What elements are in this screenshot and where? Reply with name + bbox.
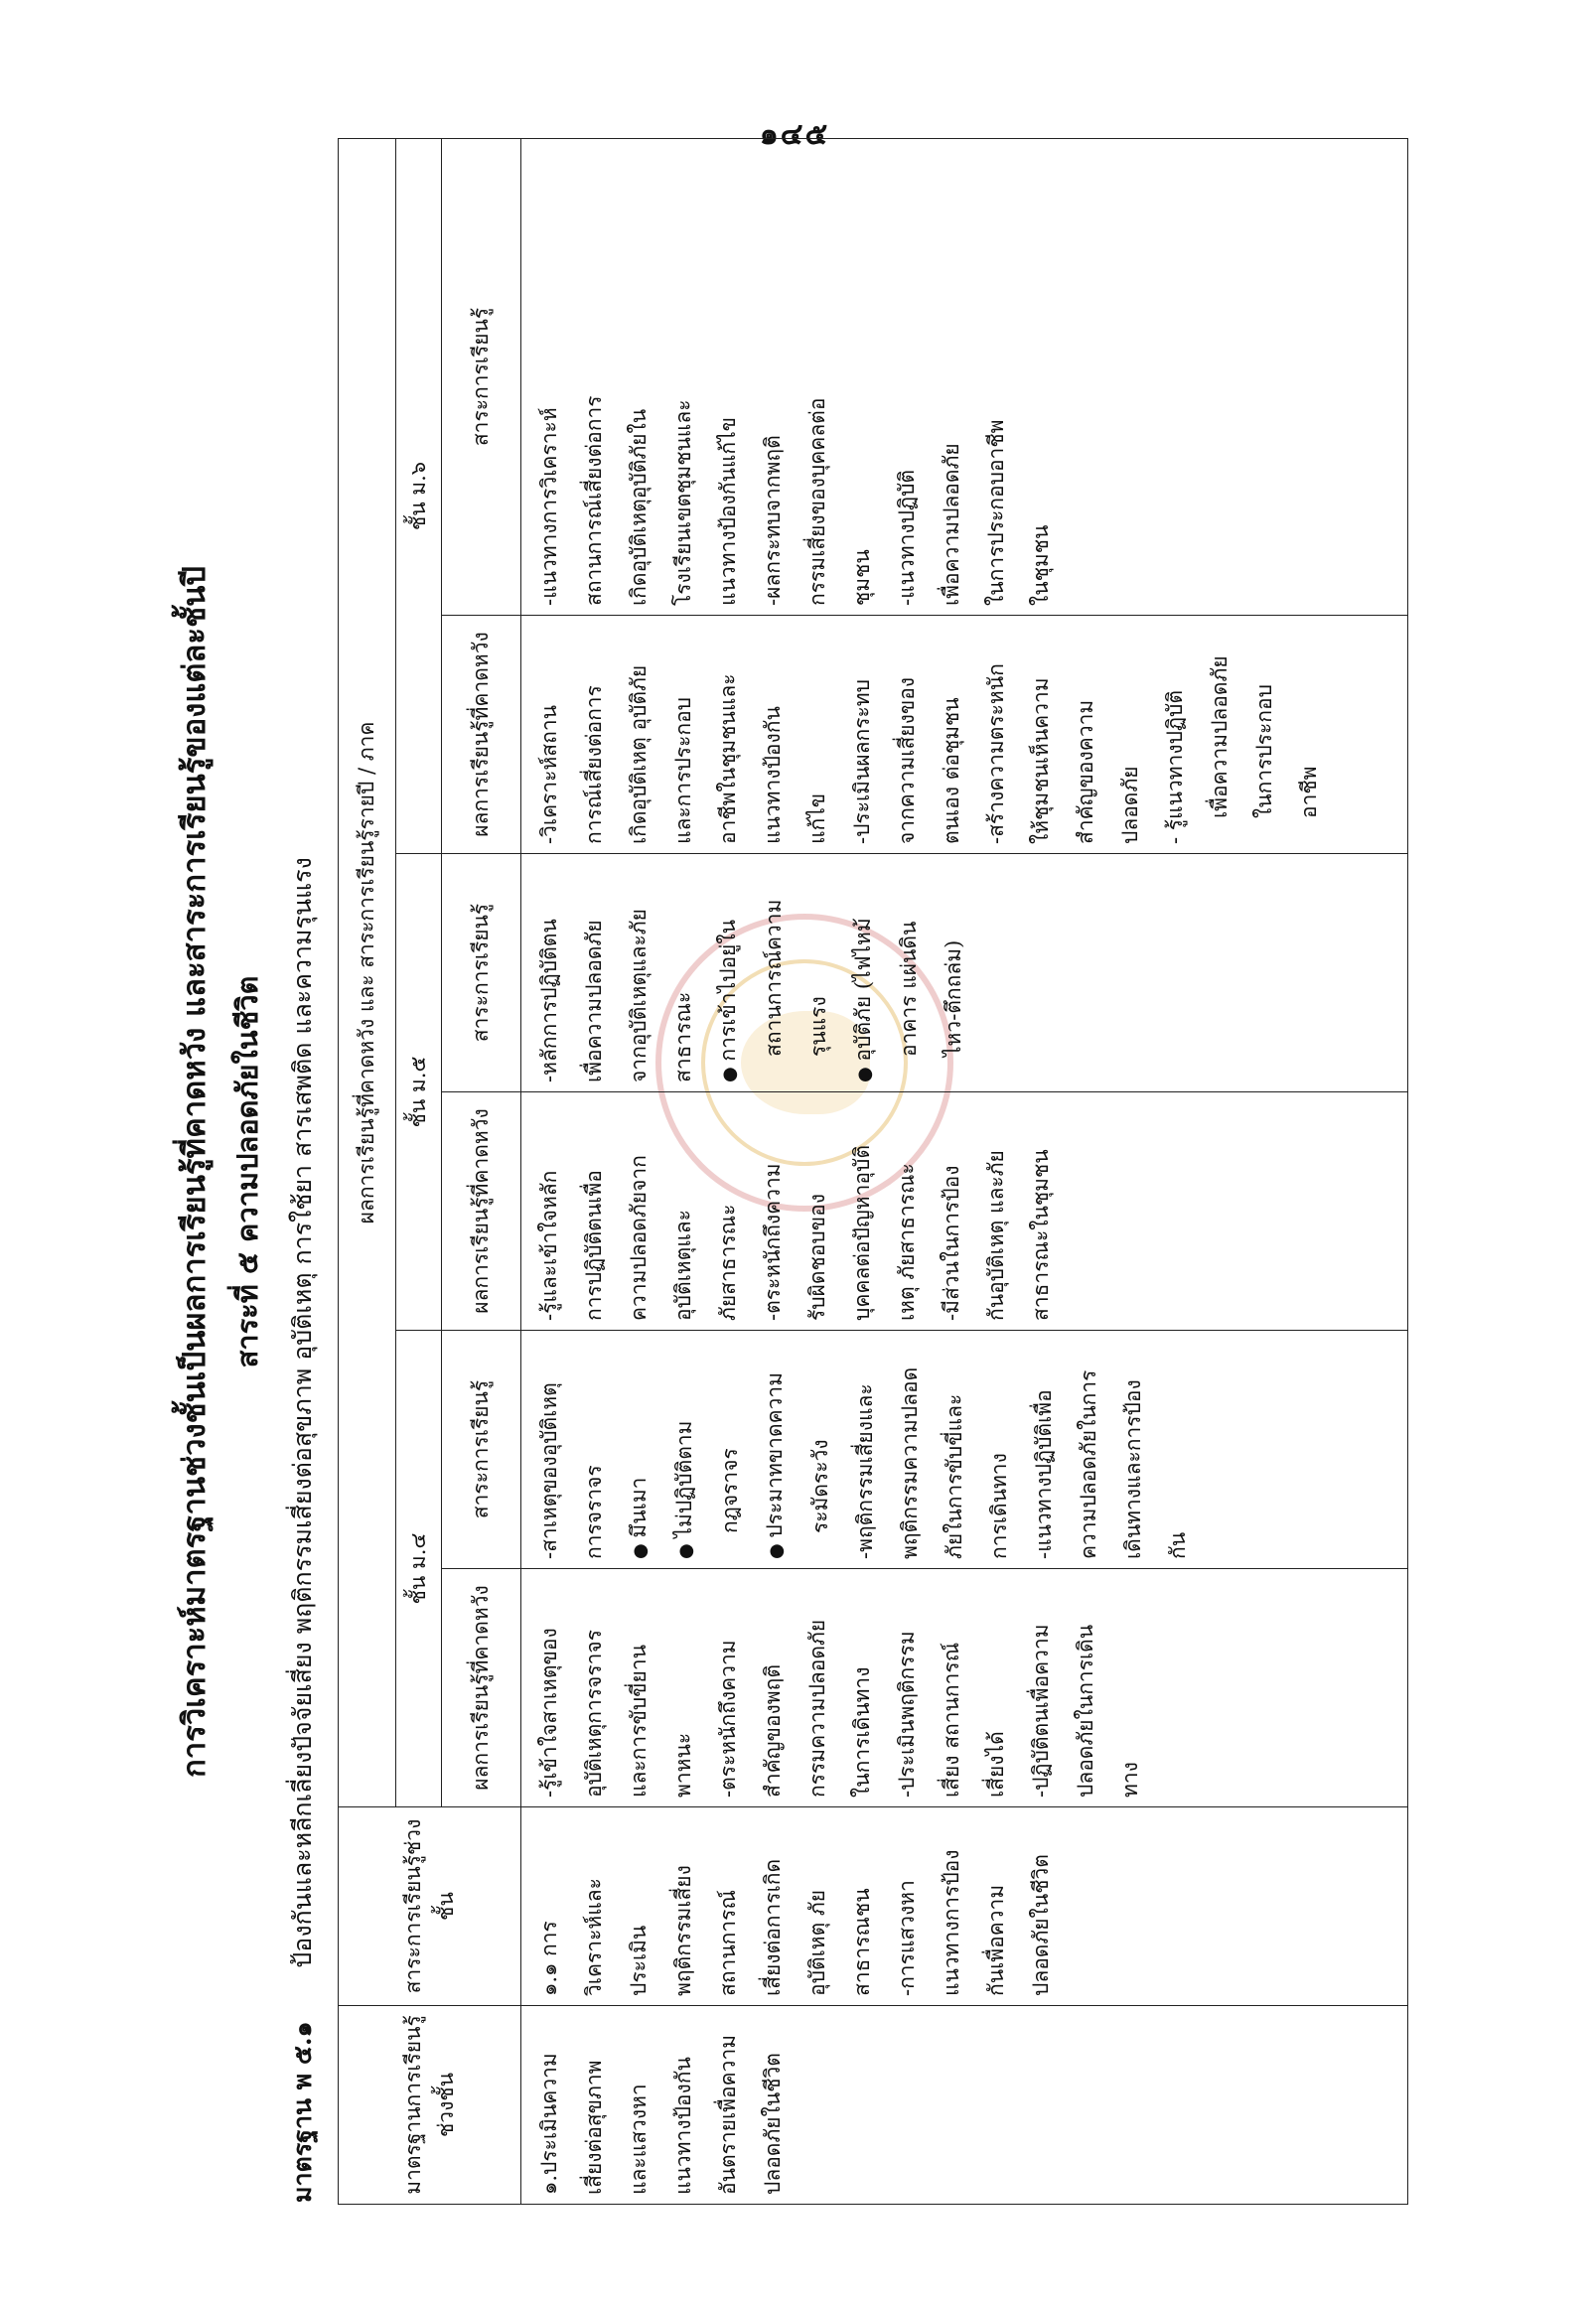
header-grade-m5: ชั้น ม.๕	[396, 854, 442, 1331]
text-line: แนวทางป้องกันแก้ไข	[716, 416, 740, 606]
header-grade-m4: ชั้น ม.๔	[396, 1331, 442, 1807]
header-grade-m6: ชั้น ม.๖	[396, 138, 442, 853]
document-subtitle: สาระที่ ๕ ความปลอดภัยในชีวิต	[230, 975, 264, 1368]
text-line: จากอุบัติเหตุและภัย	[627, 909, 651, 1082]
text-line: ชุมชน	[850, 549, 874, 606]
text-line: เกิดอุบัติเหตุอุบัติภัยใน	[627, 408, 651, 606]
text-line: -วิเคราะห์สถาน	[537, 705, 561, 844]
header-outcome-m4: ผลการเรียนรู้ที่คาดหวัง	[442, 1569, 521, 1807]
text-line: กรรมเสี่ยงของบุคคลต่อ	[805, 397, 829, 606]
text-line: เดินทางและการป้อง	[1121, 1379, 1145, 1559]
header-standard: มาตรฐานการเรียนรู้ช่วงชั้น	[339, 2006, 521, 2205]
text-line: รุนแรง	[806, 996, 830, 1057]
text-line: -ตระหนักถึงความ	[761, 1163, 785, 1321]
text-line: สาธารณะในชุมชน	[1029, 1149, 1053, 1321]
text-line: การปฏิบัติตนเพื่อ	[582, 1170, 606, 1321]
header-outcome-m6: ผลการเรียนรู้ที่คาดหวัง	[442, 616, 521, 854]
cell-m5-content	[521, 854, 1408, 1092]
document-title: การวิเคราะห์มาตรฐานช่วงชั้นเป็นผลการเรียนรู้ที่คาดหวัง และสาระการเรียนรู้ของแต่ละชั้นปี	[177, 566, 213, 1778]
text-line: สาธารณชน	[850, 1888, 874, 1996]
text-line: สถานการณ์เสี่ยงต่อการ	[582, 395, 606, 606]
text-line: การจราจร	[582, 1465, 606, 1559]
text-line: -แนวทางปฏิบัติ	[895, 469, 919, 606]
text-line: -ประเมินพฤติกรรม	[895, 1631, 919, 1798]
page-number: ๑๔๕	[759, 117, 830, 152]
text-line: ในการเดินทาง	[850, 1666, 874, 1798]
text-line: ภัยในการขับขี่และ	[943, 1393, 966, 1559]
cell-content	[521, 1807, 1408, 2006]
text-line: แนวทางป้องกัน	[761, 706, 785, 844]
text-line: ปลอดภัยในชีวิต	[1029, 1854, 1053, 1996]
text-line: กัน	[1166, 1531, 1190, 1559]
text-line: กรรมความปลอดภัย	[805, 1619, 829, 1798]
text-line: สถานการณ์ความ	[762, 899, 786, 1057]
standard-code: มาตรฐาน พ ๕.๑	[288, 2021, 317, 2203]
text-line: ให้ชุมชนเห็นความ	[1029, 677, 1053, 844]
text-line: ไหว-ตึกถล่ม)	[942, 939, 965, 1057]
text-line: ๑.๑ การ	[537, 1921, 561, 1996]
text-line: สถานการณ์	[716, 1890, 740, 1996]
cell-m6-outcome	[521, 616, 1408, 854]
text-line: บุคคลต่อปัญหาอุบัติ	[850, 1145, 874, 1321]
text-line: สำคัญของพฤติ	[761, 1664, 785, 1798]
header-content: สาระการเรียนรู้ช่วงชั้น	[339, 1807, 521, 2006]
text-line: จากความเสี่ยงของ	[895, 676, 919, 844]
text-line: วิเคราะห์และ	[582, 1878, 606, 1996]
text-line: และการประกอบ	[671, 696, 695, 844]
text-line: และการขับขี่ยาน	[627, 1645, 651, 1798]
text-line: อาชีพในชุมชนและ	[716, 673, 740, 844]
text-line: กฎจราจร	[718, 1448, 742, 1533]
text-line: ทาง	[1118, 1762, 1142, 1798]
text-line: ๑.ประเมินความ	[537, 2053, 561, 2195]
text-line: -แนวทางปฏิบัติเพื่อ	[1032, 1389, 1056, 1559]
text-line: -หลักการปฏิบัติตน	[537, 919, 561, 1082]
header-learning-m5: สาระการเรียนรู้	[442, 854, 521, 1092]
text-line: และแสวงหา	[627, 2084, 651, 2195]
text-line: พฤติกรรมเสี่ยง	[671, 1865, 695, 1996]
cell-m4-content	[521, 1331, 1408, 1569]
text-line: ในการประกอบ	[1252, 684, 1276, 818]
text-line: -สาเหตุของอุบัติเหตุ	[537, 1382, 561, 1559]
text-line: กันอุบัติเหตุ และภัย	[984, 1150, 1008, 1321]
text-line: -สร้างความตระหนัก	[984, 663, 1008, 844]
text-line: ความปลอดภัยจาก	[627, 1155, 651, 1321]
text-line: เสี่ยง สถานการณ์	[940, 1642, 963, 1798]
text-line: รับผิดชอบของ	[805, 1194, 829, 1321]
text-line: เพื่อความปลอดภัย	[940, 443, 963, 606]
text-line: ประเมิน	[627, 1925, 651, 1996]
text-line: -มีส่วนในการป้อง	[940, 1165, 963, 1321]
text-line: แก้ไข	[805, 792, 829, 844]
text-line: - รู้แนวทางปฏิบัติ	[1163, 689, 1187, 844]
text-line: อาคาร แผ่นดิน	[897, 921, 921, 1057]
text-line: ปลอดภัยในการเดิน	[1074, 1624, 1097, 1798]
text-line: -ผลกระทบจากพฤติ	[761, 435, 785, 606]
text-line: ตนเอง ต่อชุมชน	[940, 697, 963, 844]
standard-text: ป้องกันและหลีกเลี่ยงปัจจัยเสี่ยง พฤติกรรมเสี่ยงต่อสุขภาพ อุบัติเหตุ การใช้ยา สารเสพติด และความรุนแรง	[288, 857, 317, 1968]
text-line: ปลอดภัย	[1118, 766, 1142, 844]
standard-line	[283, 127, 323, 2203]
bullet-item: ● ประมาทขาดความ	[753, 1340, 798, 1559]
text-line: ระมัดระวัง	[808, 1439, 832, 1533]
text-line: อันตรายเพื่อความ	[716, 2034, 740, 2195]
text-line: อุบัติเหตุ ภัย	[805, 1889, 829, 1996]
header-learning-m4: สาระการเรียนรู้	[442, 1331, 521, 1569]
table-row	[521, 138, 1408, 2204]
text-line: ในชุมชน	[1029, 524, 1053, 606]
text-line: ความปลอดภัยในการ	[1077, 1369, 1100, 1559]
header-outcome-m5: ผลการเรียนรู้ที่คาดหวัง	[442, 1092, 521, 1331]
text-line: เพื่อความปลอดภัย	[1208, 655, 1232, 818]
curriculum-table	[338, 138, 1408, 2205]
bullet-item: ● อุบัติภัย (ไฟไหม้	[841, 863, 887, 1082]
text-line: สำคัญของความ	[1074, 699, 1097, 844]
cell-m4-outcome	[521, 1569, 1408, 1807]
header-group: ผลการเรียนรู้ที่คาดหวัง และ สาระการเรียนรู้รายปี / ภาค	[339, 138, 396, 1806]
text-line: อาชีพ	[1297, 766, 1321, 818]
text-line: พฤติกรรมความปลอด	[898, 1367, 922, 1559]
text-line: แนวทางป้องกัน	[671, 2057, 695, 2195]
text-line: -รู้และเข้าใจหลัก	[537, 1170, 561, 1321]
text-line: เสี่ยงได้	[984, 1731, 1008, 1798]
bullet-item: ● ไม่ปฏิบัติตาม	[662, 1340, 708, 1559]
text-line: เสี่ยงต่อการเกิด	[761, 1858, 785, 1996]
text-line: -รู้เข้าใจสาเหตุของ	[537, 1628, 561, 1798]
text-line: -การแสวงหา	[895, 1880, 919, 1996]
text-line: การเดินทาง	[987, 1453, 1011, 1559]
text-line: อุบัติเหตุการจราจร	[582, 1630, 606, 1798]
text-line: -พฤติกรรมเสี่ยงและ	[853, 1383, 877, 1559]
text-line: -ตระหนักถึงความ	[716, 1640, 740, 1798]
cell-m5-outcome	[521, 1092, 1408, 1331]
text-line: -ประเมินผลกระทบ	[850, 679, 874, 844]
header-learning-m6: สาระการเรียนรู้	[442, 138, 521, 615]
text-line: โรงเรียนเขตชุมชนและ	[671, 399, 695, 606]
text-line: พาหนะ	[671, 1732, 695, 1798]
cell-standard	[521, 2006, 1408, 2205]
text-line: การณ์เสี่ยงต่อการ	[582, 685, 606, 844]
text-line: -แนวทางการวิเคราะห์	[537, 407, 561, 606]
text-line: กันเพื่อความ	[984, 1884, 1008, 1996]
text-line: ภัยสาธารณะ	[716, 1204, 740, 1321]
text-line: เกิดอุบัติเหตุ อุบัติภัย	[627, 664, 651, 844]
text-line: อุบัติเหตุและ	[671, 1210, 695, 1321]
cell-m6-content	[521, 138, 1408, 615]
text-line: แนวทางการป้อง	[940, 1849, 963, 1996]
bullet-item: ● การเข้าไปอยู่ใน	[706, 863, 752, 1082]
bullet-item: ● มึนเมา	[617, 1340, 662, 1559]
text-line: สาธารณะ	[671, 991, 695, 1082]
text-line: เพื่อความปลอดภัย	[582, 920, 606, 1082]
text-line: เหตุ ภัยสาธารณะ	[895, 1163, 919, 1321]
text-line: ปลอดภัยในชีวิต	[761, 2053, 785, 2195]
text-line: ในการประกอบอาชีพ	[984, 419, 1008, 606]
text-line: -ปฏิบัติตนเพื่อความ	[1029, 1624, 1053, 1798]
rotated-document-page	[139, 129, 1596, 2215]
text-line: เสี่ยงต่อสุขภาพ	[582, 2060, 606, 2195]
